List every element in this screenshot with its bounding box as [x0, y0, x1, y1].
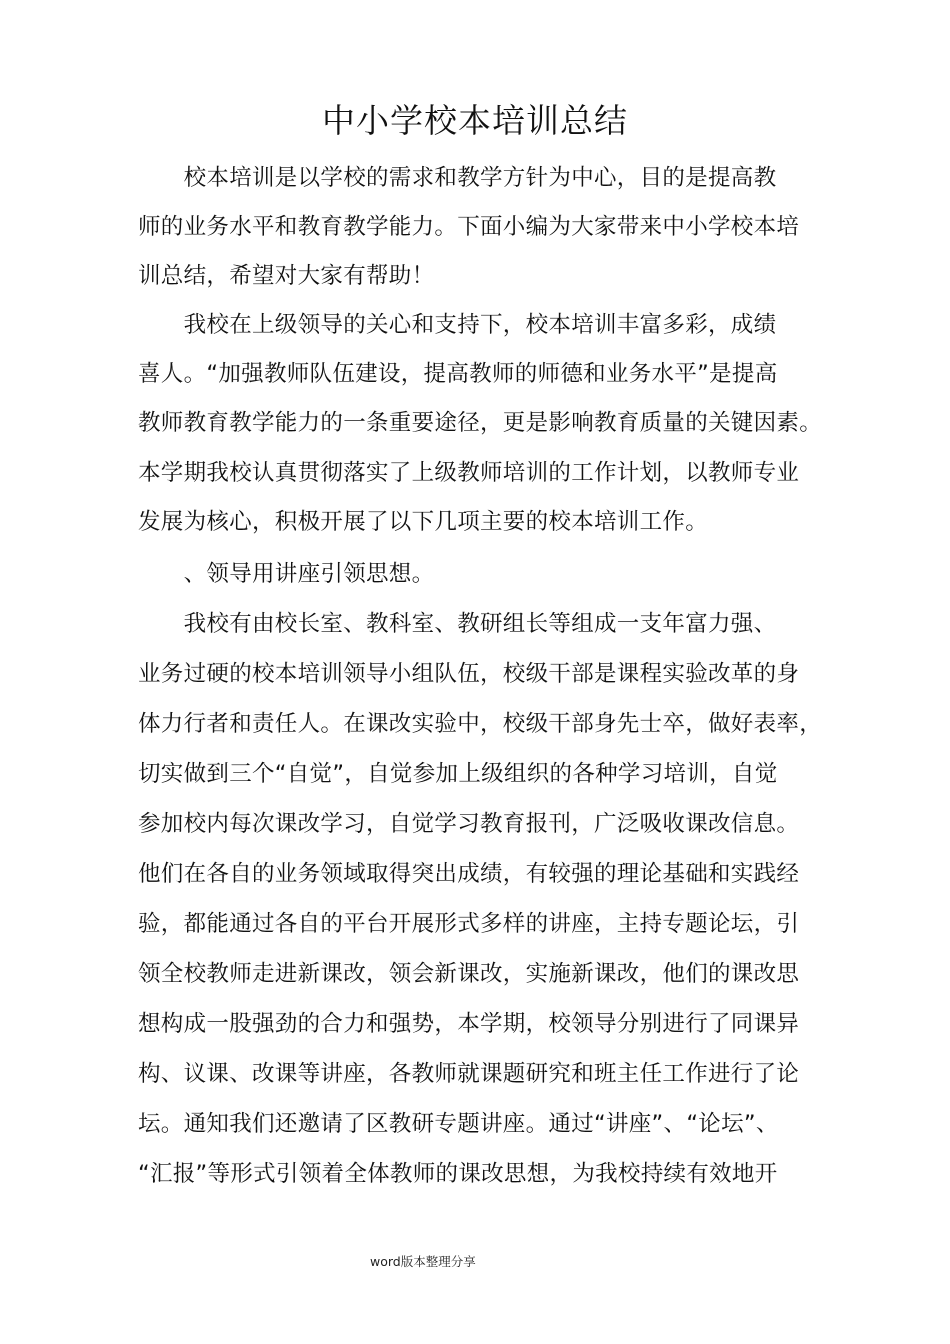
- body-line: 切实做到三个“自觉”，自觉参加上级组织的各种学习培训，自觉: [138, 761, 778, 787]
- body-line: 校本培训是以学校的需求和教学方针为中心，目的是提高教: [138, 165, 777, 191]
- section-heading: 、领导用讲座引领思想。: [138, 561, 435, 587]
- body-line: 训总结，希望对大家有帮助！: [138, 263, 435, 289]
- body-line: 教师教育教学能力的一条重要途径，更是影响教育质量的关键因素。: [138, 410, 823, 436]
- body-line: 验，都能通过各自的平台开展形式多样的讲座，主持专题论坛，引: [138, 911, 800, 937]
- body-line: 体力行者和责任人。在课改实验中，校级干部身先士卒，做好表率，: [138, 711, 823, 737]
- page-footer: word版本整理分享: [370, 1254, 476, 1269]
- document-title: 中小学校本培训总结: [322, 101, 628, 140]
- body-line: 我校在上级领导的关心和支持下，校本培训丰富多彩，成绩: [138, 312, 777, 338]
- body-line: 坛。通知我们还邀请了区教研专题讲座。通过“讲座”、“论坛”、: [138, 1111, 779, 1137]
- body-line: 想构成一股强劲的合力和强势，本学期，校领导分别进行了同课异: [138, 1011, 800, 1037]
- body-line: “汇报”等形式引领着全体教师的课改思想，为我校持续有效地开: [138, 1161, 778, 1187]
- body-line: 领全校教师走进新课改，领会新课改，实施新课改，他们的课改思: [138, 961, 800, 987]
- body-line: 我校有由校长室、教科室、教研组长等组成一支年富力强、: [138, 611, 777, 637]
- body-line: 师的业务水平和教育教学能力。下面小编为大家带来中小学校本培: [138, 214, 800, 240]
- body-line: 发展为核心，积极开展了以下几项主要的校本培训工作。: [138, 509, 709, 535]
- body-line: 他们在各自的业务领域取得突出成绩，有较强的理论基础和实践经: [138, 861, 800, 887]
- body-line: 参加校内每次课改学习，自觉学习教育报刊，广泛吸收课改信息。: [138, 811, 800, 837]
- body-line: 本学期我校认真贯彻落实了上级教师培训的工作计划，以教师专业: [138, 460, 800, 486]
- body-line: 喜人。“加强教师队伍建设，提高教师的师德和业务水平”是提高: [138, 361, 778, 387]
- body-line: 业务过硬的校本培训领导小组队伍，校级干部是课程实验改革的身: [138, 661, 800, 687]
- body-line: 构、议课、改课等讲座，各教师就课题研究和班主任工作进行了论: [138, 1061, 800, 1087]
